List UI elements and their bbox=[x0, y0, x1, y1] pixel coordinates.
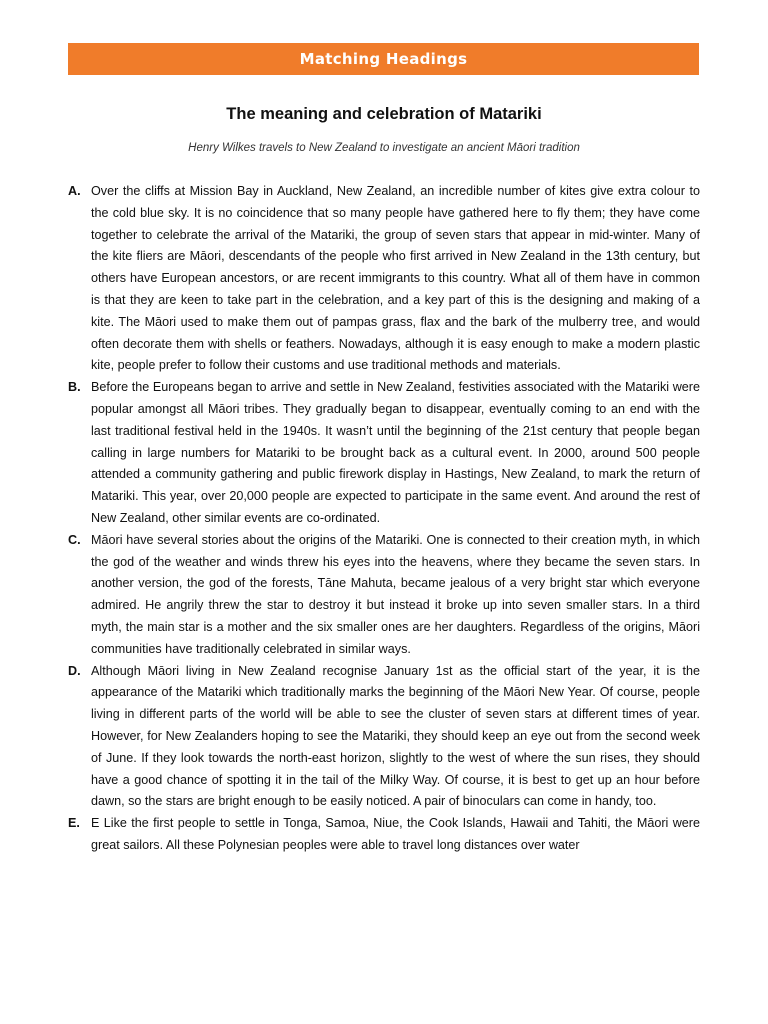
article-title: The meaning and celebration of Matariki bbox=[226, 105, 542, 123]
paragraph-text: Although Māori living in New Zealand recognise January 1st as the official start of the year, it is the appearance of the Matariki which traditionally marks the beginning of the Māori New Year. Of course, people living in different parts of the world will be able to see the cluster of seven stars at different times of year. However, for New Zealanders hoping to see the Matariki, they should keep an eye out from the second week of June. If they look towards the north-east horizon, slightly to the west of where the sun rises, they should have a good chance of spotting it in the tail of the Milky Way. Of course, it is best to get up an hour before dawn, so the stars are bright enough to be easily noticed. A pair of binoculars can come in handy, too. bbox=[91, 663, 700, 809]
paragraph-text: Māori have several stories about the origins of the Matariki. One is connected to their creation myth, in which the god of the weather and winds threw his eyes into the heavens, where they became the seven stars. In another version, the god of the forests, Tāne Mahuta, became jealous of a very bright star which everyone admired. He angrily threw the star to destroy it but instead it broke up into seven smaller stars. In a third myth, the main star is a mother and the six smaller ones are her daughters. Regardless of the origins, Māori communities have traditionally celebrated in similar ways. bbox=[91, 532, 700, 656]
banner-label: Matching Headings bbox=[299, 50, 468, 68]
paragraph-letter: E. bbox=[68, 816, 80, 831]
paragraph-a bbox=[68, 181, 700, 377]
paragraph-d bbox=[68, 661, 700, 814]
section-banner bbox=[68, 43, 699, 75]
paragraph-text: E Like the first people to settle in Tonga, Samoa, Niue, the Cook Islands, Hawaii and Tahiti, the Māori were great sailors. All these Polynesian peoples were able to travel long distances over water bbox=[91, 816, 700, 852]
article-body bbox=[68, 181, 700, 1024]
paragraph-letter: D. bbox=[68, 663, 81, 678]
paragraph-text: Before the Europeans began to arrive and settle in New Zealand, festivities associated with the Matariki were popular amongst all Māori tribes. They gradually began to disappear, eventually coming to an end with the last traditional festival held in the 1940s. It wasn’t until the beginning of the 21st century that people began calling in large numbers for Matariki to be brought back as a cultural event. In 2000, around 500 people attended a community gathering and public firework display in Hastings, New Zealand, to mark the return of Matariki. This year, over 20,000 people are expected to participate in the same event. And around the rest of New Zealand, other similar events are co-ordinated. bbox=[91, 380, 700, 525]
paragraph-c bbox=[68, 530, 700, 661]
paragraph-b bbox=[68, 377, 700, 530]
paragraph-text: Over the cliffs at Mission Bay in Auckland, New Zealand, an incredible number of kites give extra colour to the cold blue sky. It is no coincidence that so many people have gathered here to fly them; they have come together to celebrate the arrival of the Matariki, the group of seven stars that appear in mid-winter. Many of the kite fliers are Māori, descendants of the people who first arrived in New Zealand in the 13th century, but others have European ancestors, or are recent immigrants to this country. What all of them have in common is that they are keen to take part in the celebration, and a key part of this is the designing and making of a kite. The Māori used to make them out of pampas grass, flax and the bark of the mulberry tree, and would often decorate them with shells or feathers. Nowadays, although it is easy enough to make a modern plastic kite, people prefer to follow their customs and use traditional methods and materials. bbox=[91, 184, 700, 373]
paragraph-letter: B. bbox=[68, 380, 81, 395]
paragraph-letter: A. bbox=[68, 184, 81, 198]
paragraph-e bbox=[68, 813, 700, 857]
article-subtitle: Henry Wilkes travels to New Zealand to investigate an ancient Māori tradition bbox=[188, 142, 580, 154]
paragraph-letter: C. bbox=[68, 532, 81, 547]
